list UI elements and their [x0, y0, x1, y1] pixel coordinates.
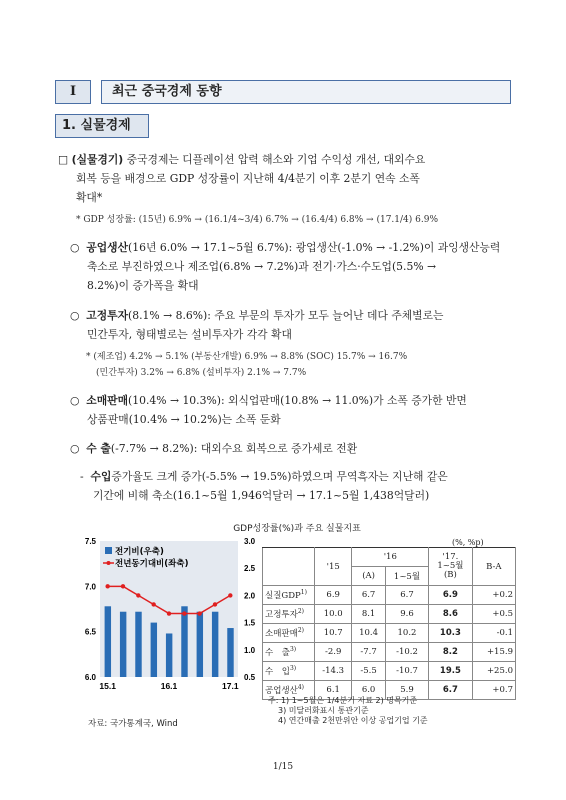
- row-label: 소매판매$^{2)}$: [263, 624, 315, 643]
- y-left-tick-label: 7.5: [84, 537, 96, 546]
- line-point: [121, 584, 125, 588]
- table-note-2: 3) 미달러화표시 통관기준: [278, 706, 369, 715]
- y-right-tick-label: 1.0: [244, 645, 256, 655]
- x-tick-label: 16.1: [160, 681, 178, 691]
- retail-head: 소매판매: [86, 394, 129, 407]
- table-cell: 6.7: [352, 586, 385, 605]
- item-production: [70, 238, 520, 295]
- table-cell: 10.7: [315, 624, 352, 643]
- bar: [105, 606, 111, 677]
- table-cell: 10.0: [315, 605, 352, 624]
- item-investment: [70, 306, 520, 344]
- table-row: [263, 586, 516, 605]
- y-left-tick-label: 6.5: [84, 627, 96, 637]
- header-17-mark: (B): [443, 570, 457, 580]
- exports-head: 수 출: [86, 442, 111, 455]
- gdp-chart-svg: [72, 535, 272, 693]
- row-label: 수 입$^{3)}$: [263, 662, 315, 681]
- table-note-1: 주: 1) 1~5월은 1/4분기 자료 2) 명목기준: [268, 696, 418, 705]
- table-cell: -7.7: [352, 643, 385, 662]
- row-label: 고정투자$^{2)}$: [263, 605, 315, 624]
- header-15: '15: [315, 548, 352, 586]
- intro-line-1: [58, 150, 518, 169]
- line-point: [197, 611, 201, 615]
- bar: [151, 623, 157, 677]
- investment-head: 고정투자: [86, 309, 129, 322]
- table-cell: 9.6: [385, 605, 428, 624]
- line-point: [213, 602, 217, 606]
- intro-text-1: 중국경제는 디플레이션 압력 해소와 기업 수익성 개선, 대외수요: [126, 153, 426, 166]
- y-right-tick-label: 1.5: [244, 618, 256, 628]
- table-notes: [268, 696, 428, 726]
- indicator-table: [262, 547, 516, 700]
- legend-swatch-bar: [105, 547, 112, 554]
- table-row: [263, 662, 516, 681]
- table-cell: 6.1: [315, 681, 352, 700]
- imports-head: 수입: [90, 470, 112, 483]
- table-cell: 19.5: [429, 662, 472, 681]
- table-header-row: [263, 548, 516, 567]
- exports-text-1: (-7.7% → 8.2%): 대외수요 회복으로 증가세로 전환: [110, 442, 358, 455]
- table-cell: +25.0: [472, 662, 515, 681]
- gdp-note: * GDP 성장률: (15년) 6.9% → (16.1/4~3/4) 6.7% → (16.4/4) 6.8% → (17.1/4) 6.9%: [76, 215, 439, 225]
- header-17-year: '17.: [442, 552, 459, 562]
- header-16-year: '16: [383, 552, 397, 562]
- line-point: [105, 584, 109, 588]
- table-cell: -2.9: [315, 643, 352, 662]
- header-16-period: 1~5월: [385, 567, 428, 586]
- bar: [227, 628, 233, 677]
- header-diff: B-A: [472, 548, 515, 586]
- table-title: GDP성장률(%)과 주요 실물지표: [233, 524, 361, 534]
- intro-text-2: 회복 등을 배경으로 GDP 성장률이 지난해 4/4분기 이후 2분기 연속 소폭: [76, 172, 420, 185]
- y-left-tick-label: 7.0: [84, 582, 96, 592]
- investment-text-2: 민간투자, 형태별로는 설비투자가 각각 확대: [87, 328, 292, 341]
- row-label: 공업생산$^{4)}$: [263, 681, 315, 700]
- intro-paragraph: [58, 150, 518, 207]
- investment-note-1: * (제조업) 4.2% → 5.1% (부동산개발) 6.9% → 8.8% (SOC) 15.7% → 16.7%: [86, 352, 408, 362]
- x-tick-label: 17.1: [222, 681, 239, 691]
- line-point: [167, 611, 171, 615]
- chart-source: 자료: 국가통계국, Wind: [88, 719, 178, 729]
- item-exports: [70, 439, 520, 458]
- bar: [120, 612, 126, 677]
- table-cell: -5.5: [352, 662, 385, 681]
- table-cell: -14.3: [315, 662, 352, 681]
- bar: [197, 612, 203, 677]
- bar: [181, 606, 187, 677]
- retail-text-2: 상품판매(10.4% → 10.2%)는 소폭 둔화: [87, 413, 281, 426]
- item-imports: [80, 467, 520, 505]
- investment-note-2: (민간투자) 3.2% → 6.8% (설비투자) 2.1% → 7.7%: [96, 368, 307, 378]
- production-text-1: (16년 6.0% → 17.1~5월 6.7%): 광업생산(-1.0% → -1.2%)이 과잉생산능력: [128, 241, 501, 254]
- table-row: [263, 605, 516, 624]
- table-cell: +0.2: [472, 586, 515, 605]
- table-row: [263, 643, 516, 662]
- table-cell: 8.2: [429, 643, 472, 662]
- line-point: [151, 602, 155, 606]
- legend-marker-line: [107, 561, 111, 565]
- retail-text-1: (10.4% → 10.3%): 외식업판매(10.8% → 11.0%)가 소폭 증가한 반면: [128, 394, 467, 407]
- header-17-period: 1~5월: [437, 561, 464, 571]
- bar: [212, 612, 218, 677]
- table-cell: 6.9: [315, 586, 352, 605]
- table-note-3: 4) 연간매출 2천만위안 이상 공업기업 기준: [278, 716, 428, 725]
- table-cell: +0.5: [472, 605, 515, 624]
- table-cell: 8.6: [429, 605, 472, 624]
- table-cell: 6.9: [429, 586, 472, 605]
- section-title: 최근 중국경제 동향: [101, 80, 511, 104]
- bar: [166, 633, 172, 677]
- bar: [135, 612, 141, 677]
- y-left-tick-label: 6.0: [84, 673, 96, 682]
- table-cell: 6.0: [352, 681, 385, 700]
- line-point: [182, 611, 186, 615]
- investment-text-1: (8.1% → 8.6%): 주요 부문의 투자가 모두 늘어난 데다 주체별로는: [128, 309, 444, 322]
- table-cell: -0.1: [472, 624, 515, 643]
- section-number: Ⅰ: [55, 80, 91, 104]
- square-bullet-icon: □: [58, 153, 69, 166]
- production-text-3: 8.2%)이 증가폭을 확대: [87, 279, 199, 292]
- header-blank: [263, 548, 315, 586]
- production-head: 공업생산: [86, 241, 129, 254]
- page-number: 1/15: [272, 762, 294, 772]
- line-point: [136, 593, 140, 597]
- table-cell: 8.1: [352, 605, 385, 624]
- table-cell: 10.2: [385, 624, 428, 643]
- dash-bullet-icon: -: [80, 470, 84, 483]
- imports-text-1: 증가율도 크게 증가(-5.5% → 19.5%)하였으며 무역흑자는 지난해 같은: [111, 470, 448, 483]
- circle-bullet-icon: ○: [70, 394, 80, 407]
- circle-bullet-icon: ○: [70, 309, 80, 322]
- table-body: [263, 586, 516, 700]
- section-header: [55, 80, 511, 104]
- table-cell: 6.7: [429, 681, 472, 700]
- circle-bullet-icon: ○: [70, 241, 80, 254]
- item-retail: [70, 391, 520, 429]
- table-cell: +0.7: [472, 681, 515, 700]
- x-tick-label: 15.1: [99, 681, 116, 691]
- subsection-title: 1. 실물경제: [55, 114, 149, 138]
- table-cell: -10.7: [385, 662, 428, 681]
- table-cell: -10.2: [385, 643, 428, 662]
- table-unit: (%, %p): [452, 538, 484, 547]
- production-text-2: 축소로 부진하였으나 제조업(6.8% → 7.2%)과 전기·가스·수도업(5.5% →: [87, 260, 437, 273]
- line-point: [228, 593, 232, 597]
- legend-label-line: 전년동기대비(좌축): [115, 559, 189, 569]
- table-cell: 10.3: [429, 624, 472, 643]
- table-cell: 10.4: [352, 624, 385, 643]
- intro-text-3: 확대*: [76, 191, 103, 204]
- intro-lead: (실물경기): [71, 153, 124, 166]
- row-label: 수 출$^{3)}$: [263, 643, 315, 662]
- table-cell: 5.9: [385, 681, 428, 700]
- y-right-tick-label: 2.5: [244, 564, 256, 574]
- y-right-tick-label: 2.0: [244, 591, 256, 601]
- imports-text-2: 기간에 비해 축소(16.1~5월 1,946억달러 → 17.1~5월 1,438억달러): [93, 489, 430, 502]
- header-17: [429, 548, 472, 586]
- legend-label-bar: 전기비(우축): [115, 547, 164, 557]
- header-16: [352, 548, 429, 567]
- header-16-a: (A): [352, 567, 385, 586]
- table-cell: +15.9: [472, 643, 515, 662]
- circle-bullet-icon: ○: [70, 442, 80, 455]
- table-cell: 6.7: [385, 586, 428, 605]
- table-row: [263, 624, 516, 643]
- y-right-tick-label: 3.0: [244, 537, 256, 546]
- row-label: 실질GDP$^{1)}$: [263, 586, 315, 605]
- y-right-tick-label: 0.5: [244, 673, 256, 682]
- gdp-chart: [72, 535, 272, 693]
